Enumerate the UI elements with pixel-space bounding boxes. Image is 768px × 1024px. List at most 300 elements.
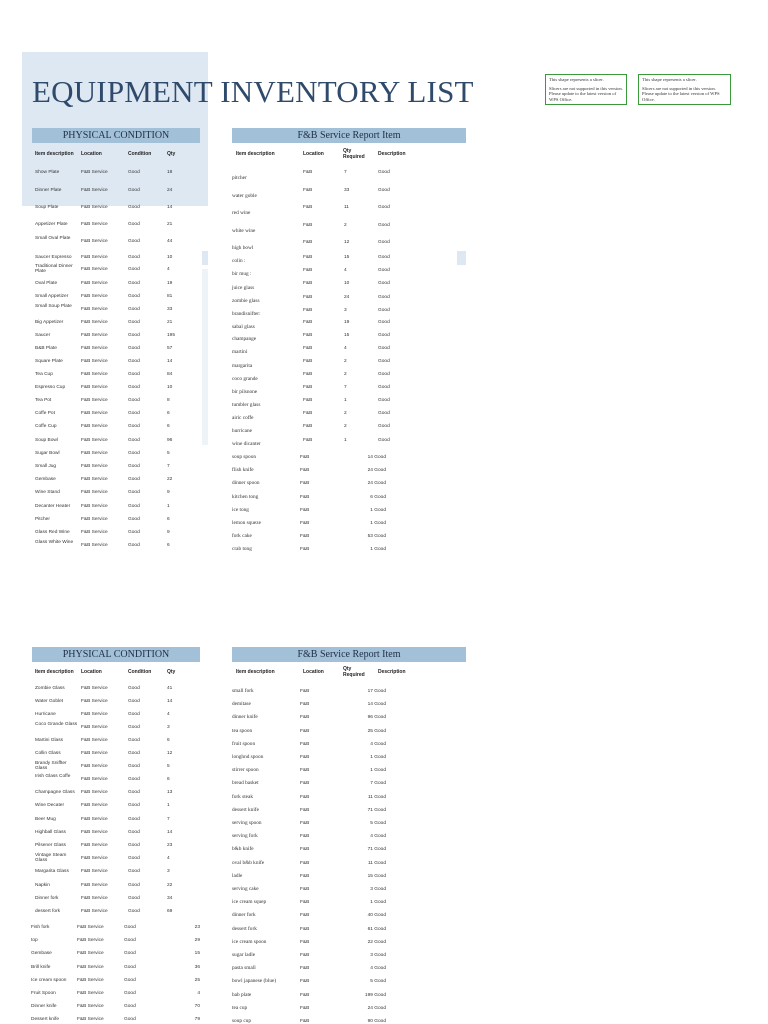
table-cell: 4 bbox=[344, 346, 347, 351]
table-cell: 40 Good bbox=[367, 913, 386, 919]
table-cell: F&B bbox=[300, 768, 310, 774]
col-item-description: Item description bbox=[35, 151, 74, 157]
table-cell: Small Appetizer bbox=[35, 294, 69, 299]
table-cell: F&B Service bbox=[77, 925, 104, 930]
table-cell: F&B Service bbox=[77, 991, 104, 996]
table-cell: zombie glass bbox=[232, 298, 260, 304]
table-cell: F&B Service bbox=[81, 477, 108, 482]
slicer-note-line1: This shape represents a slicer. bbox=[642, 77, 697, 82]
table-cell: Good bbox=[128, 188, 140, 193]
table-cell: Good bbox=[378, 205, 390, 210]
table-cell: 9 bbox=[167, 530, 170, 535]
page-title: EQUIPMENT INVENTORY LIST bbox=[32, 74, 474, 109]
table-cell: F&B bbox=[300, 715, 310, 721]
table-cell: 22 Good bbox=[367, 939, 386, 945]
table-cell: 90 Good bbox=[367, 1019, 386, 1024]
table-cell: Good bbox=[128, 255, 140, 260]
table-cell: F&B Service bbox=[81, 438, 108, 443]
table-cell: Good bbox=[128, 333, 140, 338]
table-cell: F&B Service bbox=[81, 451, 108, 456]
col-condition: Condition bbox=[128, 151, 152, 157]
table-cell: 4 bbox=[197, 991, 200, 996]
table-cell: water goble bbox=[232, 193, 257, 199]
table-cell: F&B bbox=[300, 953, 310, 958]
table-cell: 96 Good bbox=[367, 715, 386, 721]
table-cell: F&B bbox=[300, 468, 310, 474]
table-cell: Ice cream spoon bbox=[31, 977, 67, 983]
table-cell: F&B Service bbox=[81, 830, 108, 835]
table-cell: 14 Good bbox=[367, 455, 386, 460]
table-cell: Gembase bbox=[35, 477, 56, 482]
table-cell: Good bbox=[378, 359, 390, 364]
table-cell: 41 bbox=[167, 686, 173, 691]
table-cell: Good bbox=[124, 938, 136, 944]
table-cell: 1 Good bbox=[370, 521, 386, 526]
table-cell: Good bbox=[128, 464, 140, 469]
table-cell: F&B bbox=[303, 268, 313, 273]
table-cell: Good bbox=[128, 817, 140, 822]
table-cell: longhnd spoon bbox=[232, 754, 264, 760]
table-cell: F&B bbox=[303, 240, 313, 245]
table-cell: dinner spoon bbox=[232, 480, 260, 487]
slicer-placeholder-1[interactable] bbox=[545, 74, 627, 105]
decor-block bbox=[202, 269, 208, 445]
table-cell: F&B bbox=[303, 188, 313, 193]
table-cell: dinner fork bbox=[232, 912, 256, 919]
table-cell: Glass White Wine bbox=[35, 540, 74, 545]
table-cell: F&B bbox=[300, 481, 310, 487]
table-cell: F&B Service bbox=[81, 725, 108, 730]
table-cell: 1 Good bbox=[370, 547, 386, 553]
col-item-description: Item description bbox=[35, 669, 74, 675]
table-cell: 8 bbox=[167, 398, 170, 403]
table-cell: F&B Service bbox=[81, 359, 108, 364]
table-cell: 81 bbox=[167, 294, 173, 299]
table-cell: 33 bbox=[167, 307, 173, 312]
table-cell: F&B bbox=[300, 966, 310, 972]
slicer-note-line2: Slicers are not supported in this version. Please update to the latest version of WPS Office. bbox=[549, 85, 623, 102]
table-cell: Good bbox=[128, 738, 140, 743]
table-cell: Good bbox=[378, 320, 390, 325]
table-cell: sabal glass bbox=[232, 324, 255, 330]
table-cell: 4 Good bbox=[370, 741, 386, 747]
table-cell: coco grande bbox=[232, 376, 258, 382]
table-cell: Dessert knife bbox=[31, 1017, 59, 1023]
table-cell: Good bbox=[128, 777, 140, 782]
table-cell: F&B bbox=[300, 939, 310, 945]
table-cell: F&B bbox=[300, 860, 310, 866]
table-cell: 7 Good bbox=[370, 781, 386, 787]
table-cell: F&B Service bbox=[81, 170, 108, 175]
table-cell: Good bbox=[128, 896, 140, 901]
table-cell: Good bbox=[128, 281, 140, 286]
decor-block bbox=[457, 251, 466, 265]
table-cell: ladle bbox=[232, 872, 243, 879]
table-cell: F&B bbox=[300, 900, 310, 906]
slicer-note-line2: Slicers are not supported in this version. Please update to the latest version of WPS Office. bbox=[642, 85, 720, 102]
table-cell: Irish Glass Coffe bbox=[35, 774, 71, 779]
table-cell: lemon squeze bbox=[232, 520, 261, 526]
table-cell: F&B Service bbox=[81, 843, 108, 848]
table-cell: 5 bbox=[167, 451, 170, 456]
table-cell: 4 bbox=[344, 268, 347, 273]
table-cell: 5 Good bbox=[370, 979, 386, 985]
table-cell: Good bbox=[378, 188, 390, 193]
table-cell: Water Goblet bbox=[35, 699, 64, 704]
table-cell: Good bbox=[378, 223, 390, 228]
table-cell: Good bbox=[128, 477, 140, 482]
table-cell: F&B bbox=[303, 205, 313, 210]
table-cell: 6 bbox=[167, 777, 170, 782]
table-cell: Wine Decater bbox=[35, 803, 65, 808]
table-cell: Good bbox=[128, 451, 140, 456]
table-cell: ice cream squep bbox=[232, 899, 267, 906]
table-cell: 2 bbox=[344, 424, 347, 429]
table-cell: Good bbox=[124, 1004, 136, 1010]
table-cell: 6 bbox=[167, 424, 170, 429]
table-cell: Show Plate bbox=[35, 170, 60, 175]
table-cell: serving fork bbox=[232, 833, 258, 840]
table-cell: F&B Service bbox=[81, 817, 108, 822]
col-condition: Condition bbox=[128, 669, 152, 675]
table-cell: 29 bbox=[194, 938, 200, 944]
col-item-description: Item description bbox=[236, 151, 275, 157]
table-cell: Good bbox=[128, 424, 140, 429]
table-cell: F&B bbox=[300, 873, 310, 879]
table-cell: Tea Cup bbox=[35, 372, 53, 377]
table-cell: bir pilsnone bbox=[232, 389, 258, 395]
table-cell: 7 bbox=[344, 385, 347, 390]
table-cell: F&B bbox=[300, 992, 310, 998]
table-cell: 10 bbox=[167, 385, 173, 390]
table-cell: 4 bbox=[167, 267, 170, 272]
table-cell: Good bbox=[124, 925, 136, 930]
table-cell: Dinner Plate bbox=[35, 188, 62, 193]
table-cell: 10 bbox=[344, 281, 350, 286]
table-cell: 6 bbox=[167, 738, 170, 743]
table-cell: F&B Service bbox=[77, 938, 104, 944]
table-cell: high bowl bbox=[232, 245, 254, 251]
table-cell: F&B Service bbox=[81, 686, 108, 691]
table-cell: F&B bbox=[303, 385, 313, 390]
table-cell: Coco Grande Glass bbox=[35, 722, 78, 727]
table-cell: 3 Good bbox=[370, 953, 386, 958]
table-cell: 84 bbox=[167, 372, 173, 377]
table-cell: tumbler glass bbox=[232, 402, 261, 408]
table-cell: 4 bbox=[167, 712, 170, 717]
table-cell: ice tong bbox=[232, 506, 249, 513]
table-cell: 24 Good bbox=[367, 481, 386, 487]
table-cell: Good bbox=[378, 333, 390, 338]
col-location: Location bbox=[303, 151, 324, 157]
table-cell: F&B Service bbox=[81, 372, 108, 377]
table-cell: 22 bbox=[167, 477, 173, 482]
table-cell: F&B Service bbox=[81, 896, 108, 901]
table-cell: 4 Good bbox=[370, 834, 386, 840]
table-cell: F&B bbox=[300, 807, 310, 813]
slicer-placeholder-2[interactable] bbox=[638, 74, 731, 105]
table-cell: Saucer Expresso bbox=[35, 255, 72, 260]
table-cell: Good bbox=[128, 267, 140, 272]
table-cell: 3 bbox=[167, 869, 170, 874]
table-cell: red wine bbox=[232, 210, 251, 216]
table-cell: colin : bbox=[232, 258, 246, 264]
col-description: Description bbox=[378, 151, 406, 157]
table-cell: bowl japanese (blue) bbox=[232, 978, 277, 985]
table-cell: wine dicanter bbox=[232, 441, 261, 447]
table-cell: Good bbox=[124, 977, 136, 983]
table-cell: top bbox=[31, 938, 38, 944]
table-cell: Dinner knife bbox=[31, 1004, 57, 1010]
table-cell: 3 bbox=[344, 308, 347, 313]
table-cell: Highball Glass bbox=[35, 830, 66, 835]
physical-condition-header: PHYSICAL CONDITION bbox=[32, 128, 200, 143]
table-cell: Soup Plate bbox=[35, 205, 59, 210]
table-cell: Good bbox=[378, 281, 390, 286]
fb-report-header: F&B Service Report Item bbox=[232, 647, 466, 662]
table-cell: F&B Service bbox=[81, 281, 108, 286]
table-cell: airic coffe bbox=[232, 415, 254, 421]
table-cell: F&B Service bbox=[81, 738, 108, 743]
table-cell: Beer Mug bbox=[35, 817, 56, 822]
col-location: Location bbox=[303, 669, 324, 675]
table-cell: F&B Service bbox=[77, 1017, 104, 1023]
table-cell: Good bbox=[128, 869, 140, 874]
table-cell: serving cake bbox=[232, 886, 259, 892]
table-cell: F&B Service bbox=[81, 803, 108, 808]
table-cell: pitcher bbox=[232, 175, 247, 181]
table-cell: F&B bbox=[303, 438, 313, 443]
table-cell: fork steak bbox=[232, 793, 254, 800]
table-cell: 195 bbox=[167, 333, 176, 338]
table-cell: F&B bbox=[300, 689, 310, 694]
table-cell: Coffe Cup bbox=[35, 424, 57, 429]
table-cell: 7 bbox=[344, 170, 347, 175]
table-cell: F&B Service bbox=[81, 856, 108, 861]
table-cell: 6 bbox=[167, 411, 170, 416]
table-cell: Good bbox=[378, 372, 390, 377]
col-qty-required: Qty Required bbox=[343, 666, 365, 678]
table-cell: 1 Good bbox=[370, 768, 386, 774]
table-cell: F&B bbox=[300, 781, 310, 787]
table-cell: 19 bbox=[167, 281, 173, 286]
table-cell: F&B bbox=[303, 346, 313, 351]
table-cell: 13 bbox=[167, 790, 173, 795]
table-cell: F&B Service bbox=[81, 490, 108, 495]
table-cell: F&B Service bbox=[81, 464, 108, 469]
table-cell: Appetizer Plate bbox=[35, 222, 68, 227]
table-cell: Decanter Heater bbox=[35, 504, 71, 509]
col-location: Location bbox=[81, 669, 102, 675]
table-cell: F&B bbox=[300, 913, 310, 919]
table-cell: Good bbox=[378, 385, 390, 390]
table-cell: 10 bbox=[167, 255, 173, 260]
table-cell: F&B Service bbox=[81, 346, 108, 351]
table-cell: 9 bbox=[167, 490, 170, 495]
table-cell: crab tong bbox=[232, 546, 252, 553]
table-cell: Good bbox=[124, 991, 136, 996]
table-cell: F&B bbox=[303, 255, 313, 260]
table-cell: dessert fork bbox=[35, 909, 61, 914]
table-cell: 36 bbox=[194, 964, 200, 970]
table-cell: 14 bbox=[167, 830, 173, 835]
table-cell: white wine bbox=[232, 228, 256, 234]
table-cell: 14 Good bbox=[367, 702, 386, 708]
table-cell: 1 Good bbox=[370, 755, 386, 760]
table-cell: Good bbox=[128, 205, 140, 210]
table-cell: Good bbox=[128, 346, 140, 351]
table-cell: 15 bbox=[194, 951, 200, 957]
table-cell: F&B Service bbox=[81, 751, 108, 756]
table-cell: 24 Good bbox=[367, 468, 386, 474]
physical-condition-header: PHYSICAL CONDITION bbox=[32, 647, 200, 662]
table-cell: F&B bbox=[303, 295, 313, 300]
table-cell: Collin Glass bbox=[35, 751, 61, 756]
table-cell: Good bbox=[124, 951, 136, 957]
table-cell: Good bbox=[378, 255, 390, 260]
table-cell: F&B Service bbox=[81, 517, 108, 522]
table-cell: 23 bbox=[194, 925, 200, 930]
decor-block bbox=[202, 251, 208, 265]
table-cell: F&B bbox=[300, 1005, 310, 1011]
table-cell: Good bbox=[128, 372, 140, 377]
table-cell: 53 Good bbox=[367, 534, 386, 540]
table-cell: Good bbox=[378, 411, 390, 416]
table-cell: B&B Plate bbox=[35, 346, 57, 351]
table-cell: Hurricane bbox=[35, 712, 56, 717]
table-cell: F&B bbox=[300, 702, 310, 708]
table-cell: F&B Service bbox=[81, 222, 108, 227]
table-cell: Good bbox=[378, 268, 390, 273]
table-cell: 1 bbox=[344, 398, 347, 403]
table-cell: F&B bbox=[300, 494, 310, 500]
table-cell: dessert knife bbox=[232, 806, 259, 813]
table-cell: Good bbox=[128, 856, 140, 861]
table-cell: 22 bbox=[167, 883, 173, 888]
table-cell: F&B Service bbox=[81, 267, 108, 272]
table-cell: Espresso Cup bbox=[35, 385, 66, 390]
table-cell: Good bbox=[128, 438, 140, 443]
table-cell: 1 bbox=[167, 504, 170, 509]
table-cell: 21 bbox=[167, 222, 173, 227]
table-cell: Vintage Steam Glass bbox=[35, 853, 67, 864]
table-cell: Good bbox=[124, 1017, 136, 1023]
table-cell: Good bbox=[378, 240, 390, 245]
table-cell: Small Jug bbox=[35, 464, 57, 469]
table-cell: F&B bbox=[303, 424, 313, 429]
table-cell: F&B Service bbox=[77, 1004, 104, 1010]
table-cell: F&B Service bbox=[81, 320, 108, 325]
table-cell: F&B bbox=[300, 847, 310, 853]
table-cell: 11 Good bbox=[367, 860, 386, 866]
table-cell: 19 bbox=[344, 320, 350, 325]
table-cell: 25 bbox=[194, 977, 200, 983]
table-cell: bab plate bbox=[232, 991, 252, 998]
table-cell: F&B bbox=[303, 223, 313, 228]
table-cell: F&B bbox=[300, 741, 310, 747]
table-cell: F&B Service bbox=[81, 411, 108, 416]
table-cell: Good bbox=[128, 686, 140, 691]
table-cell: 15 bbox=[344, 333, 350, 338]
table-cell: Small Oval Plate bbox=[35, 236, 71, 241]
table-cell: Good bbox=[128, 843, 140, 848]
table-cell: kitchen tong bbox=[232, 493, 259, 500]
table-cell: Good bbox=[128, 239, 140, 244]
table-cell: F&B Service bbox=[81, 790, 108, 795]
fb-report-header: F&B Service Report Item bbox=[232, 128, 466, 143]
table-cell: Wine Stand bbox=[35, 490, 60, 495]
table-cell: Brill knife bbox=[31, 964, 51, 970]
table-cell: 3 Good bbox=[370, 887, 386, 892]
table-cell: Good bbox=[128, 222, 140, 227]
table-cell: Good bbox=[128, 398, 140, 403]
table-cell: 2 bbox=[344, 372, 347, 377]
table-cell: Good bbox=[128, 712, 140, 717]
table-cell: 14 bbox=[167, 359, 173, 364]
table-cell: F&B Service bbox=[81, 424, 108, 429]
table-cell: 21 bbox=[167, 320, 173, 325]
table-cell: brandisnifter: bbox=[232, 311, 261, 317]
table-cell: F&B Service bbox=[81, 699, 108, 704]
table-cell: fruit spoon bbox=[232, 740, 256, 747]
table-cell: juice glass bbox=[232, 285, 255, 291]
table-cell: Good bbox=[128, 359, 140, 364]
table-cell: 70 bbox=[194, 1004, 200, 1010]
table-cell: 1 bbox=[344, 438, 347, 443]
table-cell: F&B Service bbox=[81, 883, 108, 888]
table-cell: b&b knife bbox=[232, 846, 254, 853]
table-cell: margarita bbox=[232, 363, 253, 369]
table-cell: Good bbox=[128, 751, 140, 756]
table-cell: F&B Service bbox=[81, 385, 108, 390]
table-cell: ice cream spoon bbox=[232, 938, 267, 945]
table-cell: Good bbox=[128, 909, 140, 914]
table-cell: bread basket bbox=[232, 780, 259, 787]
table-cell: small fork bbox=[232, 688, 254, 694]
table-cell: Good bbox=[128, 517, 140, 522]
table-cell: F&B bbox=[300, 755, 310, 760]
table-cell: Good bbox=[124, 964, 136, 970]
table-cell: Fruit Spoon bbox=[31, 991, 56, 996]
table-cell: F&B Service bbox=[81, 777, 108, 782]
table-cell: Good bbox=[378, 308, 390, 313]
table-cell: Good bbox=[378, 438, 390, 443]
table-cell: Soup Bowl bbox=[35, 438, 58, 443]
table-cell: 4 Good bbox=[370, 966, 386, 972]
table-cell: Pitcher bbox=[35, 517, 50, 522]
table-cell: Dinner fork bbox=[35, 896, 59, 901]
table-cell: 12 bbox=[344, 240, 350, 245]
table-cell: F&B bbox=[300, 455, 310, 460]
table-cell: F&B bbox=[300, 547, 310, 553]
table-cell: 1 Good bbox=[370, 507, 386, 513]
table-cell: Good bbox=[128, 764, 140, 769]
table-cell: hurricane bbox=[232, 428, 252, 434]
table-cell: Good bbox=[128, 699, 140, 704]
table-cell: soup cup bbox=[232, 1018, 251, 1024]
table-cell: Square Plate bbox=[35, 359, 63, 364]
table-cell: dinner knife bbox=[232, 714, 258, 721]
table-cell: 2 bbox=[344, 359, 347, 364]
table-cell: F&B Service bbox=[81, 188, 108, 193]
table-cell: 69 bbox=[167, 909, 173, 914]
table-cell: Good bbox=[128, 725, 140, 730]
col-qty-required: Qty Required bbox=[343, 148, 365, 160]
table-cell: 4 bbox=[167, 856, 170, 861]
table-cell: Good bbox=[378, 295, 390, 300]
table-cell: Fish fork bbox=[31, 925, 50, 930]
table-cell: F&B bbox=[300, 834, 310, 840]
